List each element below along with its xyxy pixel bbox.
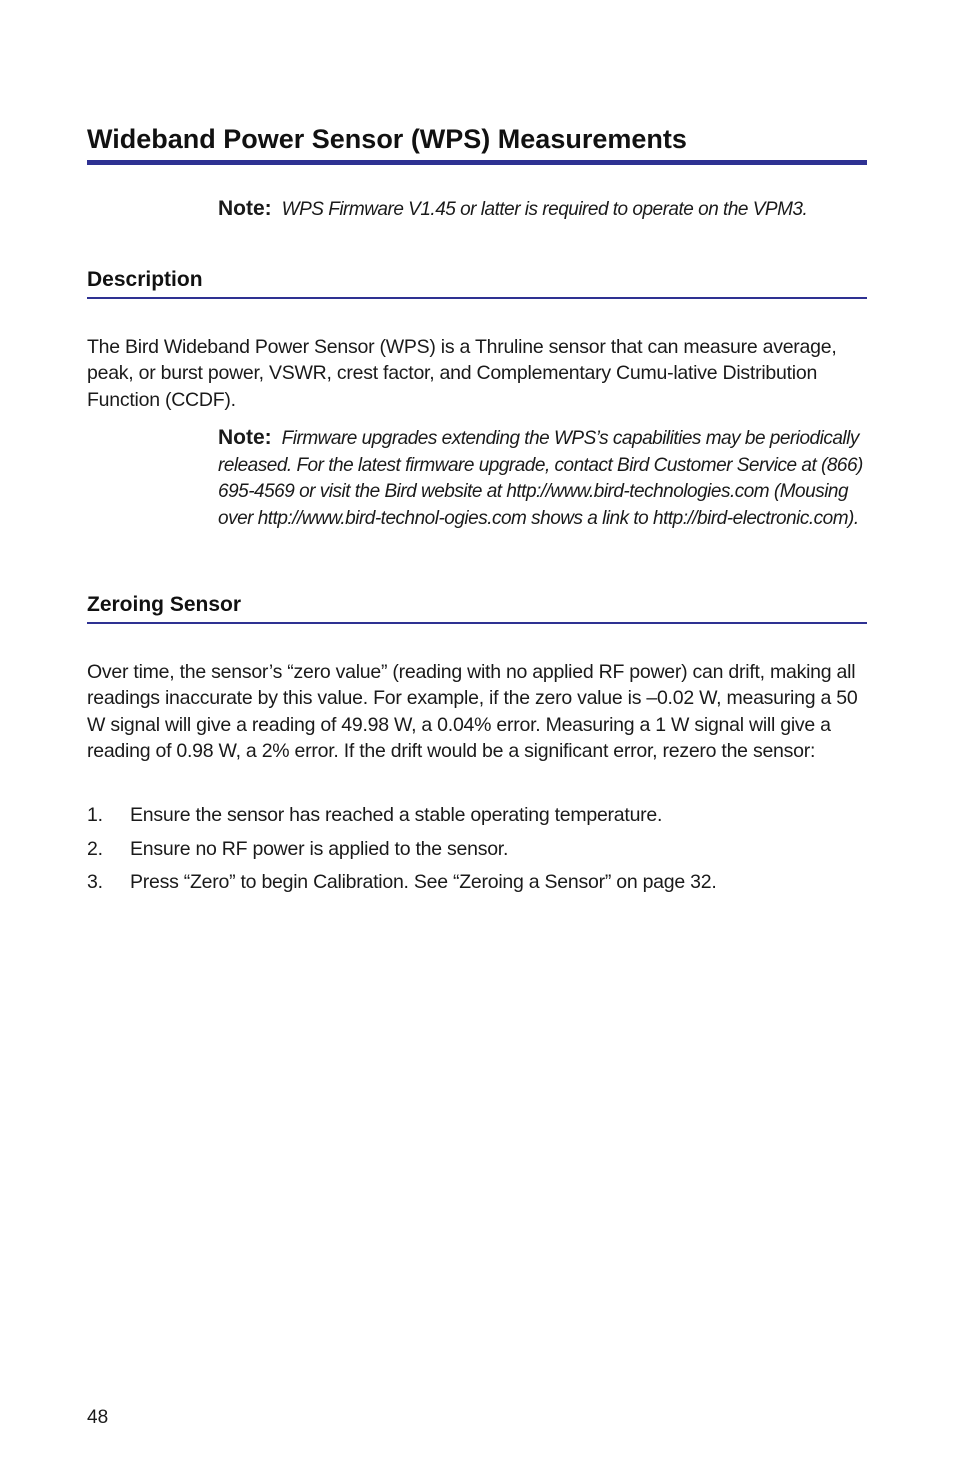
zeroing-heading: Zeroing Sensor <box>87 593 242 616</box>
step-number: 3. <box>87 871 103 893</box>
upgrade-note <box>218 425 868 532</box>
step-text: Ensure no RF power is applied to the sensor. <box>130 837 509 860</box>
page-title: Wideband Power Sensor (WPS) Measurements <box>87 124 687 154</box>
step-number: 2. <box>87 837 103 860</box>
description-divider <box>87 297 867 299</box>
note-label: Note: <box>218 426 272 449</box>
list-item <box>87 835 869 869</box>
note-text: WPS Firmware V1.45 or latter is required to operate on the VPM3. <box>281 199 808 220</box>
firmware-note <box>218 196 868 224</box>
step-number: 1. <box>87 804 103 826</box>
note-text: Firmware upgrades extending the WPS’s capabilities may be periodically released. For the latest firmware upgrade, contact Bird Customer Service at (866) 695-4569 or visit the Bird website at http://www.bird-technologies.com (Mousing over http://www.bird-technol-ogies.com shows a link to http://bird-electronic.com). <box>218 428 863 529</box>
step-text: Ensure the sensor has reached a stable operating temperature. <box>130 804 663 826</box>
list-item <box>87 801 869 835</box>
description-paragraph: The Bird Wideband Power Sensor (WPS) is a Thruline sensor that can measure average, peak, or burst power, VSWR, crest factor, and Complementary Cumu-lative Distribution Function (CCDF). <box>87 336 837 411</box>
description-heading: Description <box>87 268 203 291</box>
page-number: 48 <box>87 1407 109 1428</box>
step-text: Press “Zero” to begin Calibration. See “Zeroing a Sensor” on page 32. <box>130 871 717 893</box>
list-item <box>87 868 869 902</box>
zeroing-steps <box>87 801 869 902</box>
zeroing-divider <box>87 622 867 624</box>
note-label: Note: <box>218 197 272 220</box>
zeroing-paragraph: Over time, the sensor’s “zero value” (reading with no applied RF power) can drift, making all readings inaccurate by this value. For example, if the zero value is –0.02 W, measuring a 50 W signal will give a reading of 49.98 W, a 0.04% error. Measuring a 1 W signal will give a reading of 0.98 W, a 2% error. If the drift would be a significant error, rezero the sensor: <box>87 661 858 763</box>
title-divider <box>87 160 867 165</box>
